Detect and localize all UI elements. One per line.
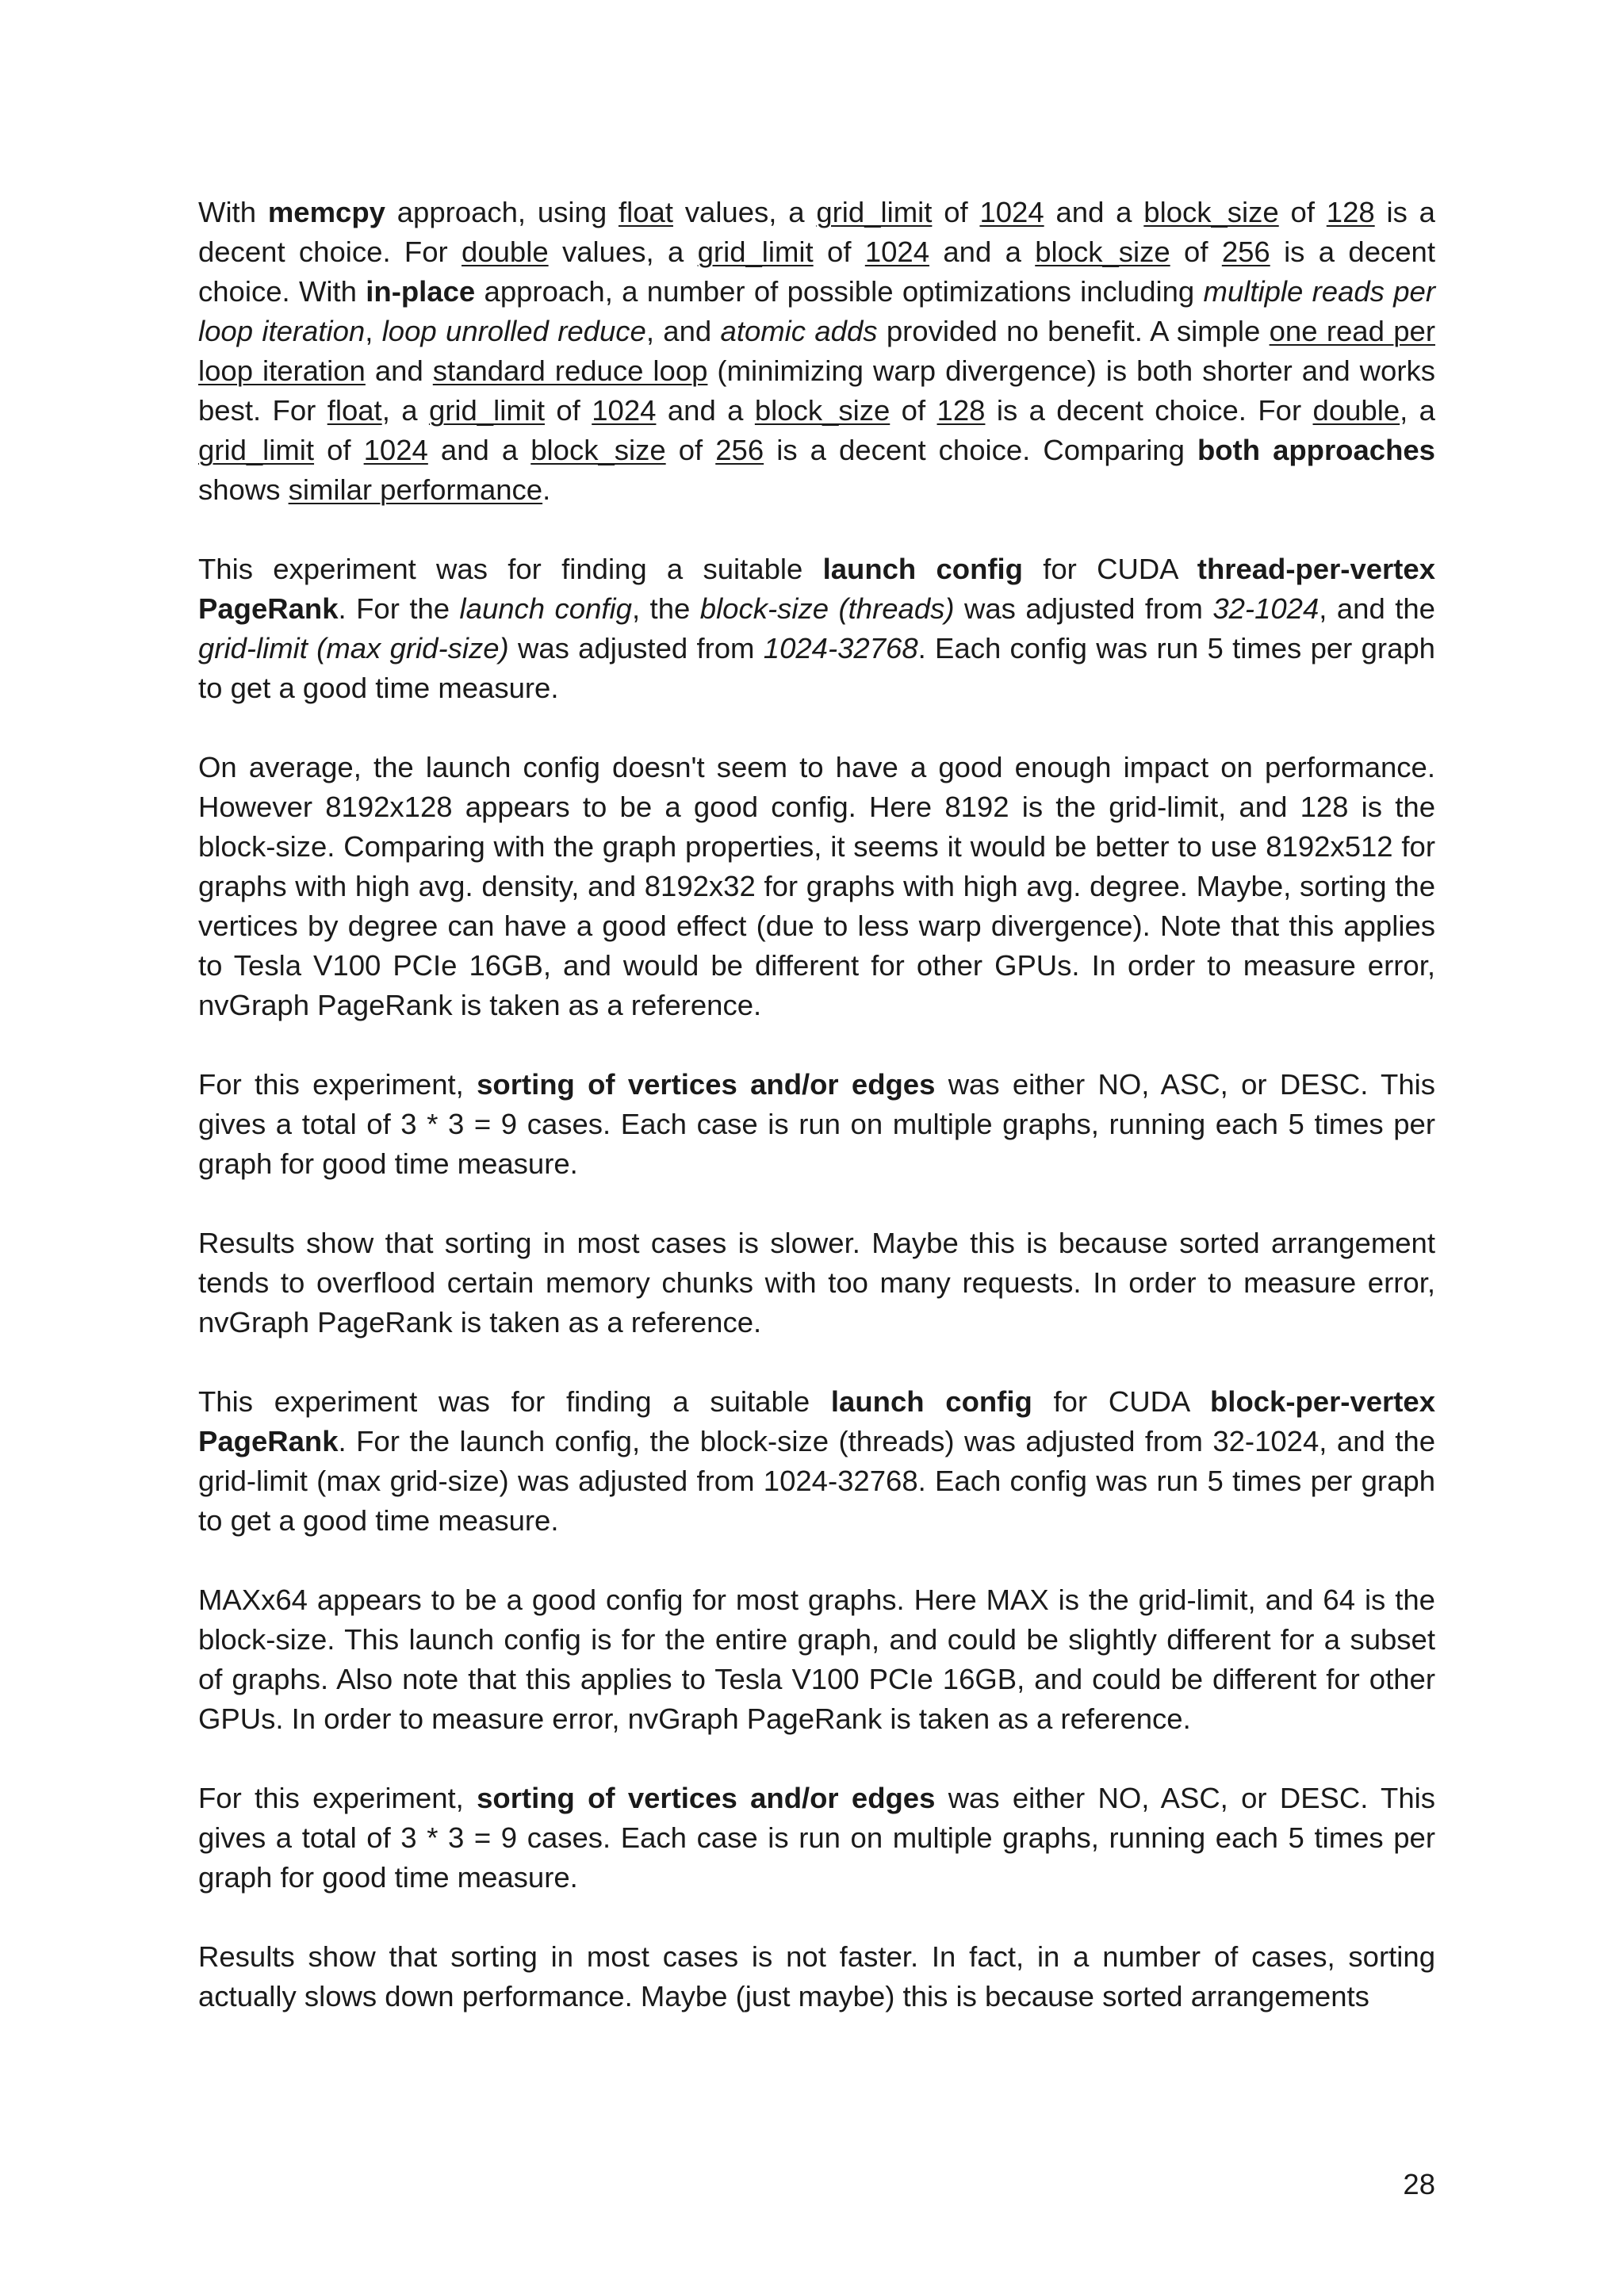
text-run: This experiment was for finding a suitable xyxy=(198,553,823,585)
text-run: in-place xyxy=(366,275,476,308)
text-run: grid_limit xyxy=(428,394,545,427)
text-run: , and xyxy=(645,315,721,347)
text-run: grid_limit xyxy=(697,236,814,268)
paragraph-sorting-experiment xyxy=(198,1065,1435,1184)
text-run: was either NO, ASC, or DESC. This gives a total of 3 * 3 = 9 cases. Each case is run on multiple graphs, running each 5 times per graph for good time measure. xyxy=(198,1068,1435,1180)
text-run: launch config xyxy=(459,592,632,625)
text-run: MAXx64 appears to be a good config for most graphs. Here MAX is the grid-limit, and 64 is the block-size. This launch config is for the entire graph, and could be slightly different for a subset of graphs. Also note that this applies to Tesla V100 PCIe 16GB, and could be different for other GPUs. In order to measure error, nvGraph PageRank is taken as a reference. xyxy=(198,1584,1435,1735)
text-run: Results show that sorting in most cases is not faster. In fact, in a number of cases, sorting actually slows down performance. Maybe (just maybe) this is because sorted arrangements xyxy=(198,1940,1435,2013)
page-number: 28 xyxy=(1403,2168,1435,2200)
text-run: values, a xyxy=(548,236,698,268)
text-run: grid-limit (max grid-size) xyxy=(198,632,509,664)
text-run: and a xyxy=(427,434,531,466)
document-body xyxy=(198,193,1435,2016)
text-run: was adjusted from xyxy=(508,632,764,664)
text-run: is a decent choice. With xyxy=(198,236,1435,308)
text-run: float xyxy=(327,394,382,427)
text-run: , xyxy=(365,315,382,347)
text-run: and xyxy=(365,354,433,387)
text-run: 256 xyxy=(715,434,764,466)
text-run: On average, the launch config doesn't seem to have a good enough impact on performance. However 8192x128 appears to be a good config. Here 8192 is the grid-limit, and 128 is the block-size. Comparing with the graph properties, it seems it would be better to use 8192x512 for graphs with high avg. density, and 8192x32 for graphs with high avg. degree. Maybe, sorting the vertices by degree can have a good effect (due to less warp divergence). Note that this applies to Tesla V100 PCIe 16GB, and would be different for other GPUs. In order to measure error, nvGraph PageRank is taken as a reference. xyxy=(198,751,1435,1021)
text-run: , and the xyxy=(1319,592,1435,625)
text-run: is a decent choice. Comparing xyxy=(764,434,1197,466)
text-run: provided no benefit. A simple xyxy=(877,315,1270,347)
text-run: launch config xyxy=(830,1385,1032,1418)
text-run: block_size xyxy=(754,394,891,427)
text-run: . For the xyxy=(338,592,460,625)
text-run: approach, a number of possible optimizations including xyxy=(475,275,1204,308)
text-run: sorting of vertices and/or edges xyxy=(477,1068,936,1101)
text-run: and a xyxy=(1044,196,1144,228)
text-run: similar performance xyxy=(288,473,543,506)
text-run: This experiment was for finding a suitable xyxy=(198,1385,831,1418)
text-run: and a xyxy=(656,394,755,427)
text-run: grid_limit xyxy=(198,434,315,466)
text-run: memcpy xyxy=(267,196,385,228)
text-run: of xyxy=(813,236,865,268)
text-run: of xyxy=(314,434,364,466)
text-run: of xyxy=(665,434,716,466)
text-run: 1024 xyxy=(864,236,930,268)
text-run: block-per-vertex PageRank xyxy=(198,1385,1436,1457)
paragraph-thread-per-vertex-launch-config xyxy=(198,550,1435,708)
text-run: Results show that sorting in most cases is slower. Maybe this is because sorted arrangement tends to overflood certain memory chunks with too many requests. In order to measure error, nvGraph PageRank is taken as a reference. xyxy=(198,1227,1435,1338)
text-run: . xyxy=(542,473,551,506)
text-run: block-size (threads) xyxy=(699,592,955,625)
text-run: With xyxy=(198,196,268,228)
text-run: of xyxy=(1278,196,1327,228)
text-run: both approaches xyxy=(1197,434,1435,466)
text-run: double xyxy=(1312,394,1400,427)
text-run: . For the launch config, the block-size (threads) was adjusted from 32-1024, and the grid-limit (max grid-size) was adjusted from 1024-32768. Each config was run 5 times per graph to get a good time measure. xyxy=(198,1425,1435,1537)
text-run: of xyxy=(544,394,592,427)
text-run: 256 xyxy=(1221,236,1270,268)
text-run: was adjusted from xyxy=(954,592,1213,625)
text-run: 128 xyxy=(1326,196,1375,228)
text-run: 1024-32768 xyxy=(763,632,918,664)
text-run: For this experiment, xyxy=(198,1068,477,1101)
text-run: grid_limit xyxy=(816,196,933,228)
text-run: float xyxy=(618,196,673,228)
text-run: sorting of vertices and/or edges xyxy=(477,1782,936,1814)
paragraph-block-per-vertex-launch-config xyxy=(198,1382,1435,1541)
paragraph-maxx64-results xyxy=(198,1580,1435,1739)
text-run: of xyxy=(1170,236,1222,268)
text-run: of xyxy=(890,394,937,427)
text-run: launch config xyxy=(822,553,1023,585)
text-run: For this experiment, xyxy=(198,1782,477,1814)
text-run: block_size xyxy=(530,434,666,466)
text-run: of xyxy=(932,196,980,228)
text-run: values, a xyxy=(672,196,817,228)
text-run: . Each config was run 5 times per graph to get a good time measure. xyxy=(198,632,1435,704)
text-run: 128 xyxy=(936,394,986,427)
text-run: for CUDA xyxy=(1032,1385,1211,1418)
text-run: block_size xyxy=(1143,196,1279,228)
text-run: , the xyxy=(631,592,700,625)
text-run: 1024 xyxy=(979,196,1044,228)
text-run: is a decent choice. For xyxy=(198,196,1435,268)
text-run: double xyxy=(462,236,549,268)
text-run: atomic adds xyxy=(720,315,878,347)
text-run: one read per loop iteration xyxy=(198,315,1435,387)
text-run: thread-per-vertex PageRank xyxy=(198,553,1436,625)
text-run: block_size xyxy=(1035,236,1170,268)
text-run: and a xyxy=(929,236,1036,268)
text-run: (minimizing warp divergence) is both shorter and works best. For xyxy=(198,354,1435,427)
text-run: shows xyxy=(198,473,289,506)
text-run: is a decent choice. For xyxy=(985,394,1313,427)
text-run: approach, using xyxy=(385,196,619,228)
paragraph-sorting-experiment-2 xyxy=(198,1779,1435,1898)
paragraph-memcpy-inplace xyxy=(198,193,1435,510)
text-run: for CUDA xyxy=(1022,553,1197,585)
text-run: , a xyxy=(1400,394,1435,427)
text-run: 1024 xyxy=(592,394,657,427)
paragraph-sorting-results xyxy=(198,1224,1435,1342)
text-run: multiple reads per loop iteration xyxy=(198,275,1435,347)
paragraph-sorting-results-2 xyxy=(198,1937,1435,2016)
paragraph-launch-config-results xyxy=(198,748,1435,1025)
text-run: loop unrolled reduce xyxy=(381,315,646,347)
text-run: 32-1024 xyxy=(1212,592,1320,625)
text-run: was either NO, ASC, or DESC. This gives a total of 3 * 3 = 9 cases. Each case is run on multiple graphs, running each 5 times per graph for good time measure. xyxy=(198,1782,1435,1894)
text-run: 1024 xyxy=(363,434,428,466)
text-run: , a xyxy=(381,394,429,427)
text-run: standard reduce loop xyxy=(432,354,708,387)
